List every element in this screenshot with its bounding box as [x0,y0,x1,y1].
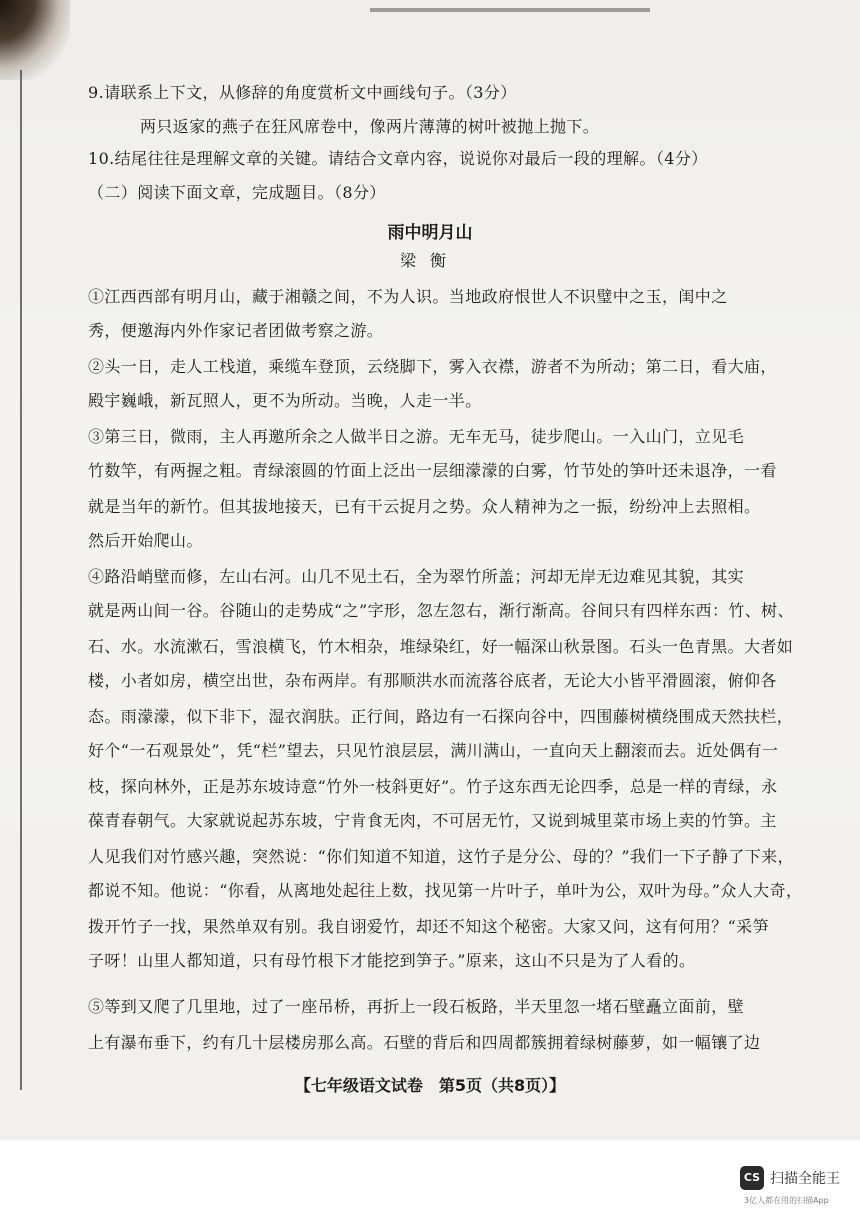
article-line: 葆青春朝气。大家就说起苏东坡，宁肯食无肉，不可居无竹，又说到城里菜市场上卖的竹笋。主 [88,811,777,830]
scan-shadow [0,0,70,80]
question-9-quote: 两只返家的燕子在狂风席卷中，像两片薄薄的树叶被抛上抛下。 [140,117,600,136]
article-line: 好个“一石观景处”，凭“栏”望去，只见竹浪层层，满川满山，一直向天上翻滚而去。近处偶有一 [88,741,779,760]
article-line: 就是两山间一谷。谷随山的走势成“之”字形，忽左忽右，渐行渐高。谷间只有四样东西：竹、树、 [88,601,794,620]
article-title: 雨中明月山 [387,223,473,243]
section-2-heading: （二）阅读下面文章，完成题目。（8分） [88,183,386,202]
article-line: ⑤等到又爬了几里地，过了一座吊桥，再折上一段石板路，半天里忽一堵石壁矗立面前，壁 [88,997,745,1016]
article-line: ①江西西部有明月山，藏于湘赣之间，不为人识。当地政府恨世人不识璧中之玉，闺中之 [88,287,728,306]
article-line: 石、水。水流漱石，雪浪横飞，竹木相杂，堆绿染红，好一幅深山秋景图。石头一色青黑。大者如 [88,637,794,656]
article-line: 枝，探向林外，正是苏东坡诗意“竹外一枝斜更好”。竹子这东西无论四季，总是一样的青绿，永 [88,777,778,796]
page-footer: 【七年级语文试卷 第5页（共8页）】 [294,1076,566,1095]
article-author: 梁衡 [399,251,460,270]
watermark-app-name: 扫描全能王 [770,1171,840,1187]
watermark-tagline: 3亿人都在用的扫描App [744,1196,829,1205]
article-line: 态。雨濛濛，似下非下，湿衣润肤。正行间，路边有一石探向谷中，四围藤树横绕围成天然扶栏， [88,707,794,726]
article-line: ②头一日，走人工栈道，乘缆车登顶，云绕脚下，雾入衣襟，游者不为所动；第二日，看大庙， [88,357,777,376]
article-line: ③第三日，微雨，主人再邀所余之人做半日之游。无车无马，徒步爬山。一入山门，立见毛 [88,427,745,446]
article-line: 上有瀑布垂下，约有几十层楼房那么高。石壁的背后和四周都簇拥着绿树藤萝，如一幅镶了边 [88,1033,761,1052]
article-line: 秀，便邀海内外作家记者团做考察之游。 [88,321,384,340]
article-line: 殿宇巍峨，新瓦照人，更不为所动。当晚，人走一半。 [88,391,482,410]
article-line: 就是当年的新竹。但其拔地接天，已有干云捉月之势。众人精神为之一振，纷纷冲上去照相。 [88,497,761,516]
scan-edge-shadow [370,8,650,12]
article-line: 竹数竿，有两握之粗。青绿滚圆的竹面上泛出一层细濛濛的白雾，竹节处的笋叶还未退净，一看 [88,461,777,480]
article-line: ④路沿峭壁而修，左山右河。山几不见土石，全为翠竹所盖；河却无岸无边难见其貌，其实 [88,567,745,586]
article-line: 然后开始爬山。 [88,531,203,550]
article-line: 都说不知。他说：“你看，从离地处起往上数，找见第一片叶子，单叶为公，双叶为母。”众人大奇， [88,881,803,900]
article-line: 拨开竹子一找，果然单双有别。我自诩爱竹，却还不知这个秘密。大家又问，这有何用？“采笋 [88,917,769,936]
question-9: 9.请联系上下文，从修辞的角度赏析文中画线句子。（3分） [88,83,517,102]
article-line: 人见我们对竹感兴趣，突然说：“你们知道不知道，这竹子是分公、母的？”我们一下子静了下来， [88,847,794,866]
camscanner-logo-icon: CS [740,1166,764,1190]
article-line: 楼，小者如房，横空出世，杂布两岸。有那顺洪水而流落谷底者，无论大小皆平滑圆滚，俯仰各 [88,671,777,690]
scanner-watermark [740,1163,850,1213]
article-line: 子呀！山里人都知道，只有母竹根下才能挖到笋子。”原来，这山不只是为了人看的。 [88,951,696,970]
question-10: 10.结尾往往是理解文章的关键。请结合文章内容，说说你对最后一段的理解。（4分） [88,149,708,168]
